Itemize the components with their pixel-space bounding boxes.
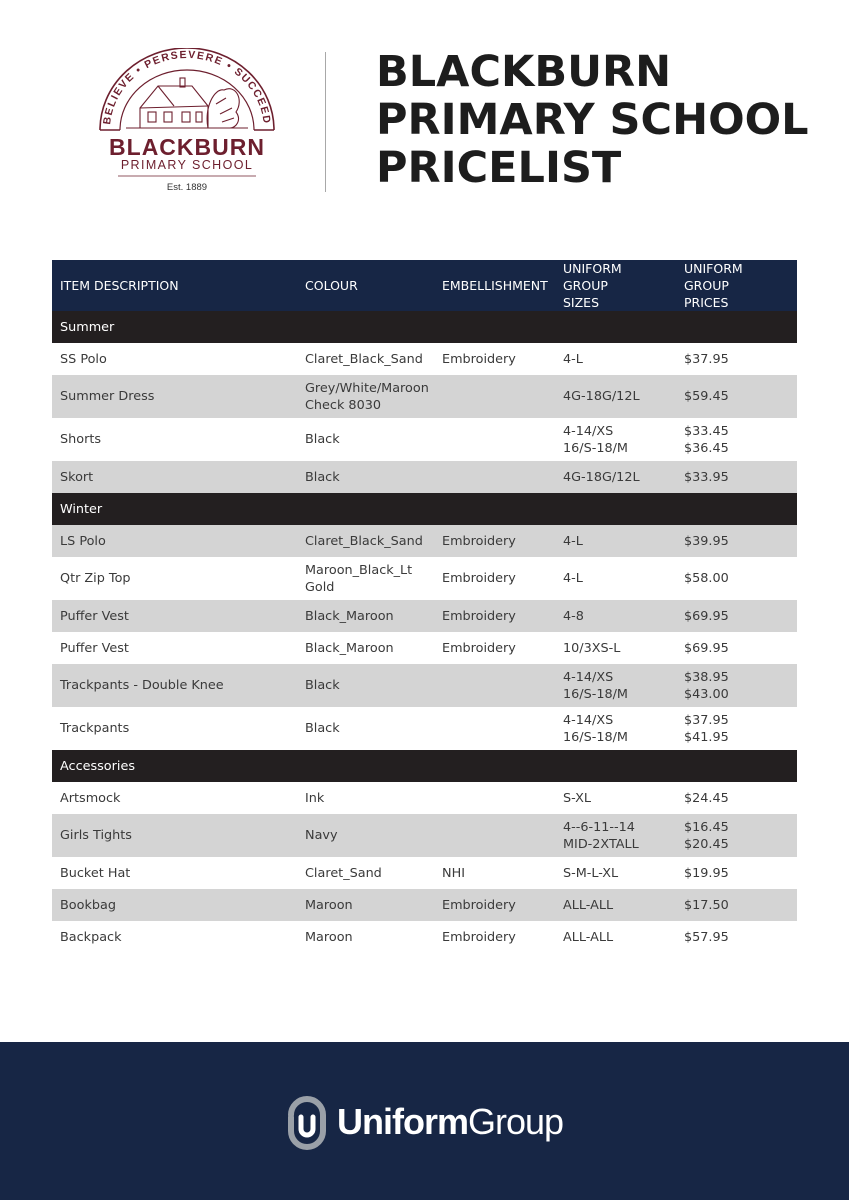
cell-embellishment: Embroidery <box>442 351 516 367</box>
cell-item: Skort <box>52 461 297 493</box>
table-header-row <box>52 260 797 311</box>
cell-colour: Claret_Sand <box>305 865 382 881</box>
uniform-group-wordmark: UniformGroup <box>337 1101 564 1142</box>
page-header <box>0 0 849 230</box>
header-sizes: UNIFORM GROUP SIZES <box>555 260 676 311</box>
cell-colour: Navy <box>297 814 434 857</box>
cell-colour: Black <box>297 461 434 493</box>
cell-embellishment: NHI <box>442 865 465 881</box>
cell-item: Puffer Vest <box>52 600 297 632</box>
cell-item: Backpack <box>60 929 122 945</box>
table-row <box>52 664 797 707</box>
cell-price: $16.45 $20.45 <box>676 814 797 857</box>
cell-sizes: 4-14/XS 16/S-18/M <box>555 664 676 707</box>
cell-colour: Maroon <box>297 889 434 921</box>
cell-item: Girls Tights <box>52 814 297 857</box>
table-row <box>52 375 797 418</box>
cell-sizes: 4G-18G/12L <box>555 461 676 493</box>
cell-sizes: 4--6-11--14 MID-2XTALL <box>555 814 676 857</box>
cell-item: Puffer Vest <box>60 640 129 656</box>
cell-sizes: 4-14/XS 16/S-18/M <box>563 423 628 456</box>
cell-item: Artsmock <box>60 790 121 806</box>
cell-price: $33.95 <box>676 461 797 493</box>
table-row <box>52 857 797 889</box>
cell-sizes: 4-8 <box>555 600 676 632</box>
cell-sizes: 10/3XS-L <box>563 640 621 656</box>
table-row <box>52 418 797 461</box>
cell-sizes: 4-14/XS 16/S-18/M <box>563 712 628 745</box>
cell-colour: Maroon <box>305 929 353 945</box>
table-row <box>52 782 797 814</box>
cell-embellishment: Embroidery <box>434 600 555 632</box>
cell-item: Shorts <box>60 432 102 447</box>
cell-price: $69.95 <box>684 640 729 656</box>
logo-school-subtitle: PRIMARY SCHOOL <box>120 158 254 172</box>
section-label: Accessories <box>52 750 797 782</box>
section-label: Summer <box>52 311 797 343</box>
cell-item: LS Polo <box>52 525 297 557</box>
cell-price: $38.95 $43.00 <box>676 664 797 707</box>
header-item-description: ITEM DESCRIPTION <box>52 260 297 311</box>
cell-item: Summer Dress <box>52 375 297 418</box>
pricelist-table <box>52 260 797 953</box>
cell-price: $17.50 <box>676 889 797 921</box>
cell-price: $69.95 <box>676 600 797 632</box>
section-row-accessories <box>52 750 797 782</box>
cell-embellishment <box>434 814 555 857</box>
cell-embellishment: Embroidery <box>442 571 516 586</box>
cell-embellishment: Embroidery <box>434 525 555 557</box>
cell-embellishment <box>434 461 555 493</box>
cell-embellishment <box>434 707 555 750</box>
section-row-winter <box>52 493 797 525</box>
cell-colour: Black <box>305 721 340 736</box>
cell-price: $59.45 <box>676 375 797 418</box>
cell-sizes: ALL-ALL <box>563 929 614 945</box>
table-row <box>52 557 797 600</box>
cell-price: $58.00 <box>684 571 729 586</box>
cell-embellishment: Embroidery <box>442 929 516 945</box>
header-embellishment: EMBELLISHMENT <box>434 260 555 311</box>
school-logo <box>96 48 278 198</box>
cell-embellishment <box>434 375 555 418</box>
cell-item: Trackpants - Double Knee <box>52 664 297 707</box>
cell-sizes: 4G-18G/12L <box>555 375 676 418</box>
cell-item: Bucket Hat <box>60 865 131 881</box>
table-row <box>52 600 797 632</box>
table-row <box>52 525 797 557</box>
cell-colour: Black_Maroon <box>297 600 434 632</box>
page-title <box>376 48 826 192</box>
cell-embellishment <box>434 664 555 707</box>
cell-price: $37.95 $41.95 <box>684 712 729 745</box>
cell-item: SS Polo <box>60 351 107 367</box>
uniform-group-logo <box>285 1095 585 1151</box>
cell-colour: Claret_Black_Sand <box>297 525 434 557</box>
section-row-summer <box>52 311 797 343</box>
table-row <box>52 461 797 493</box>
page-footer <box>0 1042 849 1200</box>
cell-sizes: S-M-L-XL <box>563 865 619 881</box>
cell-sizes: 4-L <box>563 571 583 586</box>
logo-school-name: BLACKBURN <box>109 134 265 160</box>
cell-colour: Black <box>297 664 434 707</box>
cell-colour: Black <box>305 432 340 447</box>
cell-colour: Grey/White/Maroon Check 8030 <box>297 375 434 418</box>
header-divider <box>325 52 326 192</box>
cell-sizes: 4-L <box>563 351 583 367</box>
table-row <box>52 889 797 921</box>
cell-embellishment <box>434 782 555 814</box>
table-row <box>52 707 797 750</box>
logo-established: Est. 1889 <box>166 182 208 193</box>
section-label: Winter <box>52 493 797 525</box>
cell-sizes: 4-L <box>555 525 676 557</box>
cell-colour: Claret_Black_Sand <box>305 351 423 367</box>
cell-item: Qtr Zip Top <box>60 571 131 586</box>
cell-price: $19.95 <box>684 865 729 881</box>
uniform-group-mark-icon <box>285 1095 329 1151</box>
cell-price: $24.45 <box>684 790 729 806</box>
cell-embellishment: Embroidery <box>442 640 516 656</box>
cell-colour: Black_Maroon <box>305 640 394 656</box>
table-row <box>52 632 797 664</box>
school-crest-icon <box>96 48 278 198</box>
cell-colour: Ink <box>305 790 325 806</box>
svg-text:BELIEVE • PERSEVERE • SUCCEED: BELIEVE • PERSEVERE • SUCCEED <box>101 48 273 126</box>
cell-sizes: ALL-ALL <box>555 889 676 921</box>
cell-price: $39.95 <box>676 525 797 557</box>
title-line-3: PRICELIST <box>376 143 622 193</box>
cell-item: Bookbag <box>52 889 297 921</box>
cell-embellishment: Embroidery <box>434 889 555 921</box>
cell-item: Trackpants <box>60 721 130 736</box>
cell-embellishment <box>434 418 555 461</box>
cell-price: $33.45 $36.45 <box>684 423 729 456</box>
table-row <box>52 921 797 953</box>
cell-price: $57.95 <box>684 929 729 945</box>
header-colour: COLOUR <box>297 260 434 311</box>
title-line-2: PRIMARY SCHOOL <box>376 95 809 145</box>
cell-sizes: S-XL <box>563 790 591 806</box>
table-row <box>52 343 797 375</box>
header-prices: UNIFORM GROUP PRICES <box>676 260 797 311</box>
title-line-1: BLACKBURN <box>376 47 672 97</box>
cell-colour: Maroon_Black_Lt Gold <box>305 562 413 595</box>
cell-price: $37.95 <box>684 351 729 367</box>
table-row <box>52 814 797 857</box>
